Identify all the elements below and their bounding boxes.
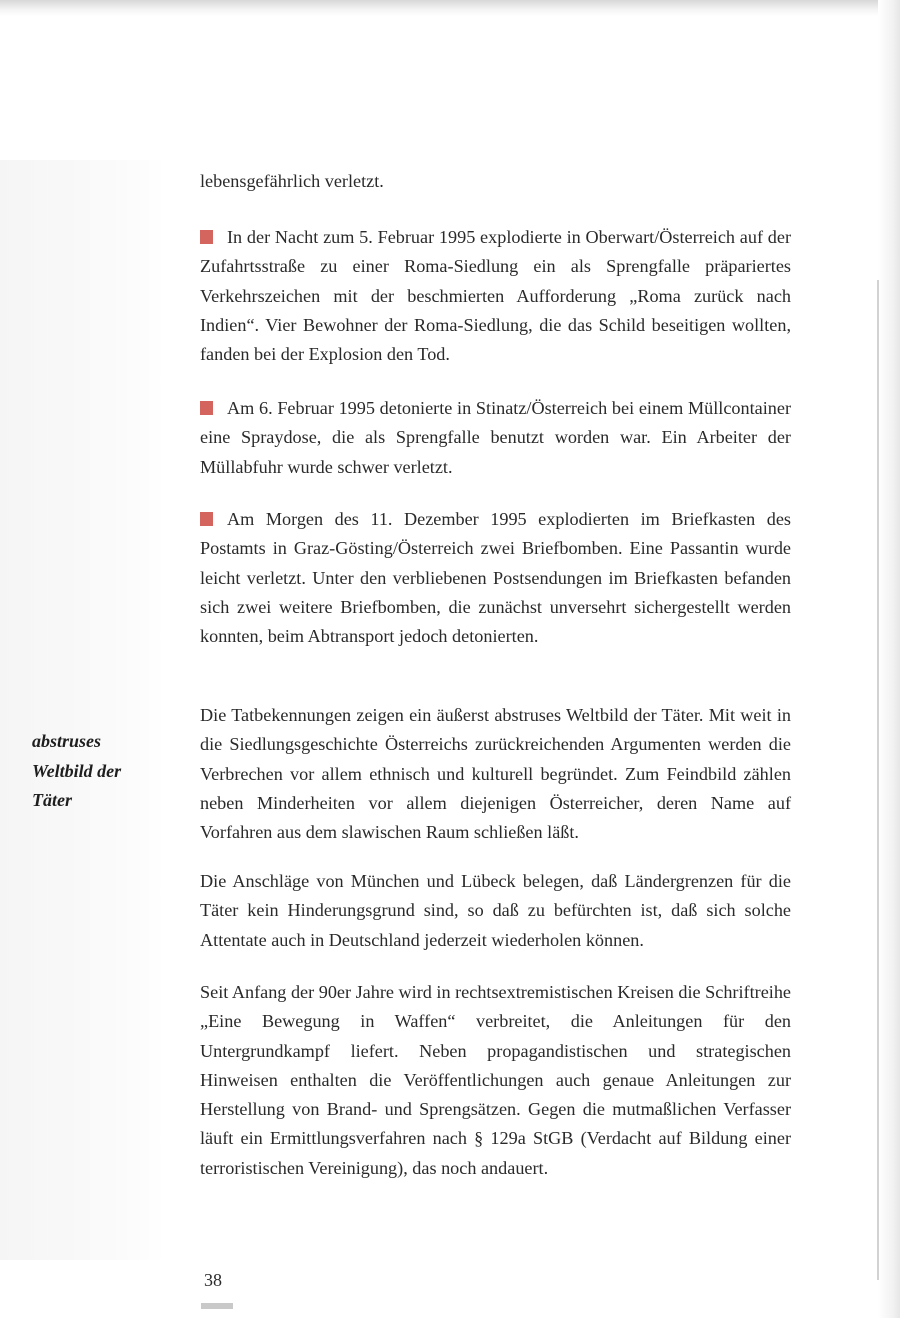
margin-column-shade xyxy=(0,160,165,1260)
paragraph xyxy=(200,867,791,955)
paragraph-text: Seit Anfang der 90er Jahre wird in rechtsextremistischen Kreisen die Schriftreihe „Eine Bewegung in Waffen“ verbreitet, die Anleitungen für den Untergrundkampf liefert. Neben propagandistischen und strategischen Hinweisen enthalten die Veröffentlichungen auch genaue Anleitungen zur Herstellung von Brand- und Sprengsätzen. Gegen die mutmaßlichen Verfasser läuft ein Ermittlungsverfahren nach § 129a StGB (Verdacht auf Bildung einer terroristischen Vereinigung), das noch andauert. xyxy=(200,982,791,1178)
bullet-paragraph xyxy=(200,394,791,482)
paragraph xyxy=(200,167,791,196)
square-bullet-icon xyxy=(200,512,213,526)
square-bullet-icon xyxy=(200,230,213,244)
margin-note xyxy=(32,727,142,816)
bullet-paragraph xyxy=(200,505,791,651)
paragraph-text: Die Tatbekennungen zeigen ein äußerst abstruses Weltbild der Täter. Mit weit in die Siedlungsgeschichte Österreichs zurückreichenden Argumenten werden die Verbrechen vor allem ethnisch und kulturell begründet. Zum Feindbild zählen neben Minderheiten vor allem diejenigen Österreicher, deren Name auf Vorfahren aus dem slawischen Raum schließen läßt. xyxy=(200,705,791,843)
scan-top-edge xyxy=(0,0,880,16)
paragraph xyxy=(200,978,791,1183)
margin-note-line: Weltbild der xyxy=(32,760,122,781)
paragraph-text: In der Nacht zum 5. Februar 1995 explodierte in Oberwart/Österreich auf der Zufahrtsstraße zu einer Roma-Siedlung ein als Sprengfalle präpariertes Verkehrszeichen mit der beschmierten Aufforderung „Roma zurück nach Indien“. Vier Bewohner der Roma-Siedlung, die das Schild beseitigen wollten, fanden bei der Explosion den Tod. xyxy=(200,227,791,365)
paragraph-text: Die Anschläge von München und Lübeck belegen, daß Ländergrenzen für die Täter kein Hinderungsgrund sind, so daß zu befürchten ist, daß sich solche Attentate auch in Deutschland jederzeit wiederholen können. xyxy=(200,871,791,950)
margin-note-line: Täter xyxy=(32,790,72,810)
margin-note-line: abstruses xyxy=(32,731,102,751)
page-mark xyxy=(201,1303,233,1309)
scan-right-edge xyxy=(878,0,900,1318)
paragraph-text: Am 6. Februar 1995 detonierte in Stinatz/Österreich bei einem Müllcontainer eine Spraydose, die als Sprengfalle benutzt worden war. Ein Arbeiter der Müllabfuhr wurde schwer verletzt. xyxy=(200,398,791,477)
bullet-paragraph xyxy=(200,223,791,369)
paragraph-text: Am Morgen des 11. Dezember 1995 explodierten im Briefkasten des Postamts in Graz-Gösting/Österreich zwei Briefbomben. Eine Passantin wurde leicht verletzt. Unter den verbliebenen Postsendungen im Briefkasten befanden sich zwei weitere Briefbomben, die zunächst unversehrt sichergestellt werden konnten, beim Abtransport jedoch detonierten. xyxy=(200,509,791,647)
scan-right-line xyxy=(877,280,879,1280)
square-bullet-icon xyxy=(200,401,213,415)
page-number: 38 xyxy=(204,1270,222,1290)
paragraph xyxy=(200,701,791,847)
paragraph-text: lebensgefährlich verletzt. xyxy=(200,171,384,191)
